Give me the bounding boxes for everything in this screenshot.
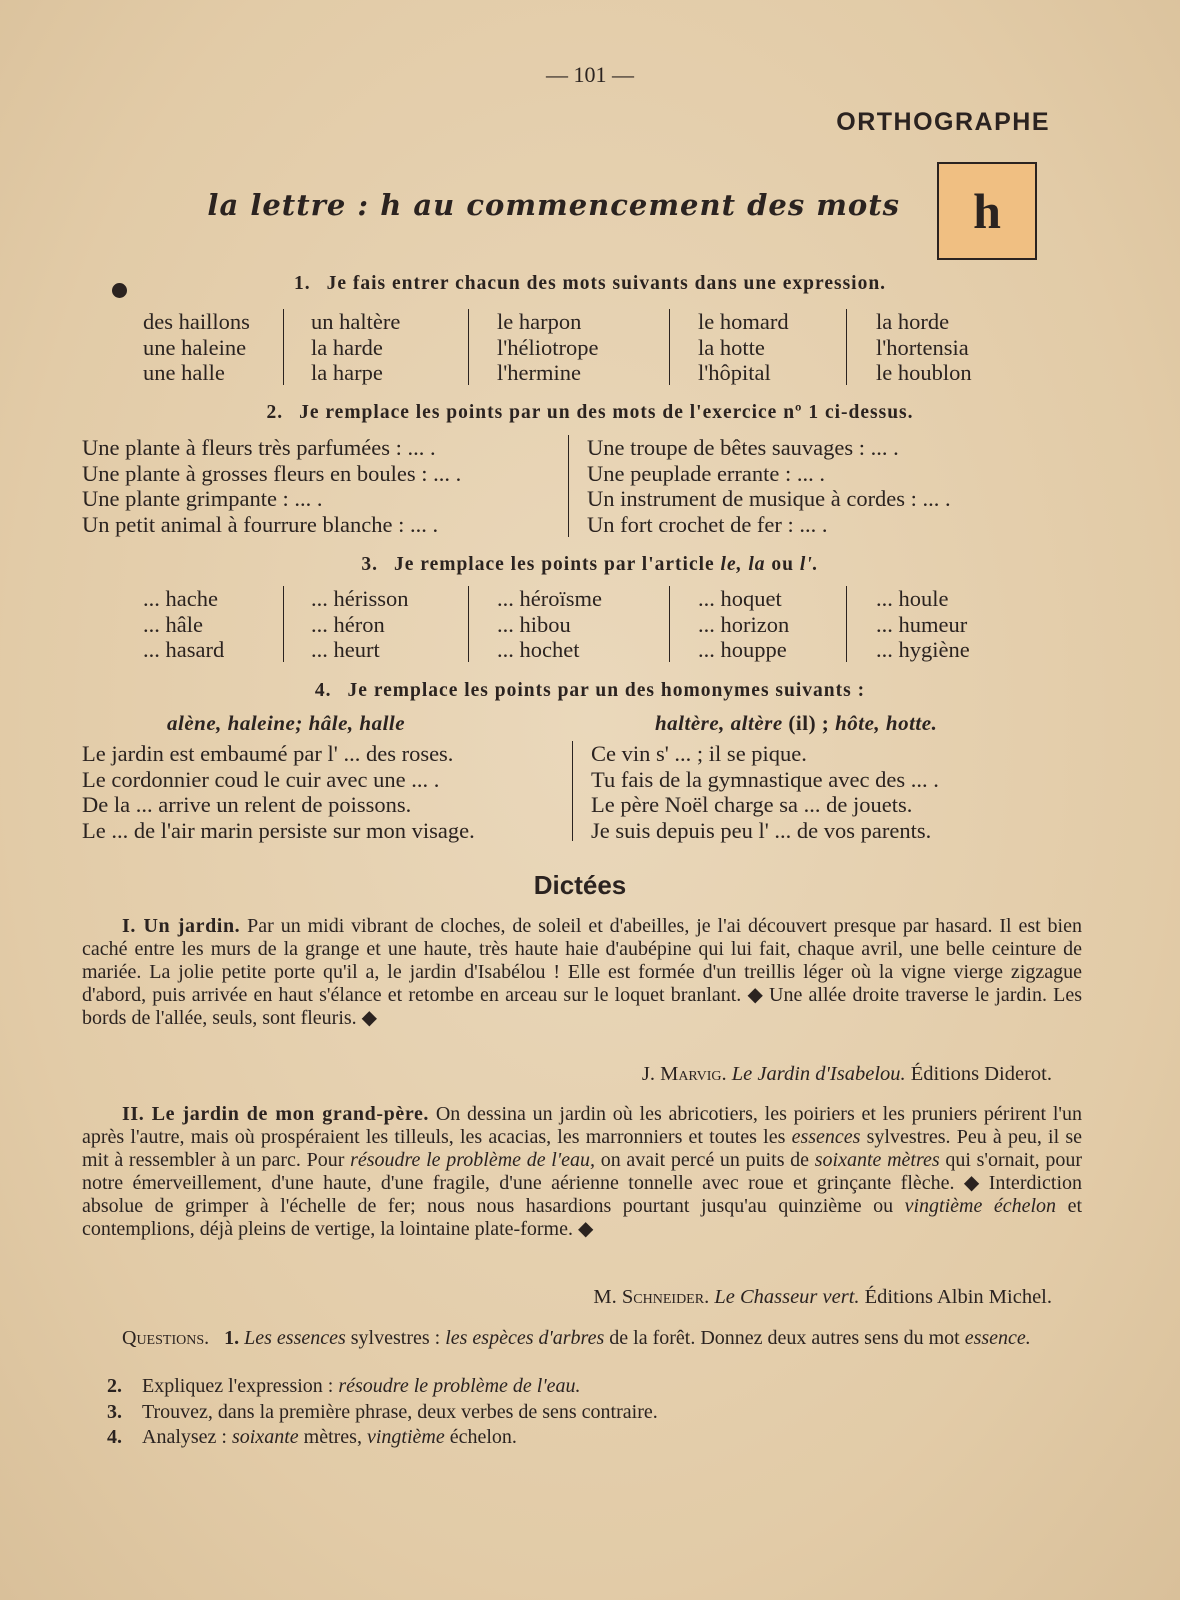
word: la horde bbox=[876, 309, 950, 334]
word: un haltère bbox=[311, 309, 401, 334]
dictee-text: Par un midi vibrant de cloches, de soleil et d'abeilles, je l'ai découvert presque par hasard. Il est bien caché entre les murs de la grange et une haute, très haute haie d'aubépine qui lui fait, chaque avril, une belle ceinture de mariée. La jolie petite porte qu'il a, le jardin d'Isabélou ! Elle est formée d'un treillis léger où la vigne vierge zigzague d'abord, puis arrivée en haut s'élance et retombe en arceau sur le loquet branlant. bbox=[82, 915, 1082, 1006]
homonyms-left: alène, haleine; hâle, halle bbox=[167, 711, 406, 735]
sentence: Une plante grimpante : ... . bbox=[82, 486, 323, 511]
sentence: Tu fais de la gymnastique avec des ... . bbox=[591, 766, 939, 792]
word: une halle bbox=[143, 360, 225, 385]
word: ... hâle bbox=[143, 611, 203, 637]
word: le harpon bbox=[497, 309, 582, 334]
column-divider bbox=[283, 309, 284, 385]
exercise-instruction: Je remplace les points par un des mots de l'exercice nº 1 ci-dessus. bbox=[299, 402, 914, 423]
exercise-instruction: Je remplace les points par un des homonymes suivants : bbox=[347, 680, 866, 701]
dictee-text: sylvestres. Peu à peu, il se mit à ressembler à un parc. Pour bbox=[82, 1126, 1083, 1171]
word: ... houle bbox=[876, 586, 949, 611]
question-italic: vingtième bbox=[366, 1426, 445, 1448]
question-text: Expliquez l'expression : bbox=[142, 1375, 334, 1397]
question-text: sylvestres : bbox=[350, 1327, 441, 1349]
question-number: 4. bbox=[107, 1426, 122, 1448]
word-column bbox=[698, 586, 846, 663]
sentence: De la ... arrive un relent de poissons. bbox=[82, 792, 412, 817]
dictee-title: II. Le jardin de mon grand-père. bbox=[122, 1103, 430, 1125]
question-text: de la forêt. Donnez deux autres sens du mot bbox=[609, 1327, 960, 1349]
homonyms-b: hôte, hotte. bbox=[835, 711, 938, 735]
exercise-2-heading bbox=[0, 402, 1180, 424]
question-italic: soixante bbox=[231, 1426, 299, 1448]
exercise-number: 3. bbox=[361, 554, 378, 575]
word: ... hérisson bbox=[311, 586, 409, 611]
word: ... hochet bbox=[497, 637, 580, 662]
word: la harpe bbox=[311, 360, 383, 385]
question-text: Analysez : bbox=[142, 1426, 227, 1448]
sentence: Un fort crochet de fer : ... . bbox=[587, 511, 828, 537]
word: ... hygiène bbox=[876, 637, 970, 662]
dictee-text: Une allée droite traverse le jardin. Les bords de l'allée, seuls, sont fleuris. bbox=[82, 984, 1083, 1029]
exercise-3-word-grid bbox=[143, 586, 1026, 663]
dictee-2-source bbox=[593, 1286, 1052, 1309]
dictee-text: Interdiction absolue de grimper à l'échelle de fer; nous nous hasardions pourtant jusqu'au quinzième ou bbox=[82, 1172, 1083, 1217]
dictee-1-source bbox=[642, 1063, 1052, 1086]
dictees-title: Dictées bbox=[533, 870, 627, 900]
dictee-1 bbox=[82, 915, 1082, 1030]
homonyms-a: haltère, altère bbox=[655, 711, 783, 735]
word-column bbox=[311, 309, 468, 386]
sentence: Un petit animal à fourrure blanche : ... . bbox=[82, 511, 439, 537]
exercise-number: 2. bbox=[266, 402, 284, 423]
question-italic: essence. bbox=[964, 1327, 1031, 1349]
sentence: Une peuplade errante : ... . bbox=[587, 460, 826, 486]
word-column bbox=[497, 586, 669, 663]
dictee-text: et contemplions, déjà pleins de vertige, la lointaine plate-forme. bbox=[82, 1195, 1083, 1240]
word: ... hasard bbox=[143, 637, 225, 662]
word: ... humeur bbox=[876, 611, 968, 637]
question-italic: résoudre le problème de l'eau. bbox=[338, 1375, 581, 1397]
section-label: ORTHOGRAPHE bbox=[836, 108, 1050, 136]
exercise-1-word-grid bbox=[143, 309, 1026, 386]
sentence: Un instrument de musique à cordes : ... . bbox=[587, 486, 951, 511]
author: J. Marvig. bbox=[641, 1063, 727, 1085]
dictee-text: qui s'ornait, pour notre émerveillement, d'une haute, d'une fragile, d'une aérienne tonnelle avec roue et grinçante flèche. bbox=[82, 1149, 1082, 1194]
dictee-text: On dessina un jardin où les abricotiers, les poiriers et les pruniers périrent l'un après l'autre, mais où prospéraient les tilleuls, les acacias, les marronniers et toutes les bbox=[82, 1103, 1083, 1148]
word: ... héroïsme bbox=[497, 586, 602, 611]
column-divider bbox=[283, 586, 284, 662]
word: ... hache bbox=[143, 586, 218, 611]
question-number: 1. bbox=[224, 1327, 240, 1349]
homonyms-il: (il) ; bbox=[788, 711, 830, 735]
diamond-icon: ◆ bbox=[577, 1218, 594, 1240]
dictee-italic: vingtième échelon bbox=[904, 1195, 1057, 1217]
article-le: le, bbox=[720, 554, 743, 575]
diamond-icon: ◆ bbox=[963, 1172, 980, 1194]
dictee-italic: résoudre le problème de l'eau, bbox=[350, 1149, 595, 1171]
sentence: Le père Noël charge sa ... de jouets. bbox=[591, 792, 913, 817]
question-italic: les espèces d'arbres bbox=[445, 1327, 605, 1349]
question-text: mètres, bbox=[303, 1426, 362, 1448]
sentence: Une plante à grosses fleurs en boules : ... . bbox=[82, 460, 462, 486]
exercise-4-heading bbox=[0, 680, 1180, 702]
column-divider bbox=[669, 309, 670, 385]
word: l'hermine bbox=[497, 360, 582, 385]
diamond-icon: ◆ bbox=[361, 1007, 378, 1029]
column-divider bbox=[468, 586, 469, 662]
question-italic: Les essences bbox=[244, 1327, 346, 1349]
word: l'hôpital bbox=[698, 360, 771, 385]
work-title: Le Chasseur vert. bbox=[714, 1286, 860, 1308]
word: ... hibou bbox=[497, 611, 571, 637]
article-la: la bbox=[748, 554, 766, 575]
word-column bbox=[143, 586, 283, 663]
column-divider bbox=[468, 309, 469, 385]
column-divider bbox=[572, 741, 573, 841]
dictee-italic: essences bbox=[791, 1126, 861, 1148]
sentence: Une plante à fleurs très parfumées : ... . bbox=[82, 435, 436, 460]
word: ... heurt bbox=[311, 637, 380, 662]
word-column bbox=[698, 309, 846, 386]
question-4 bbox=[82, 1426, 1082, 1449]
question-text: échelon. bbox=[449, 1426, 517, 1448]
word: le houblon bbox=[876, 360, 972, 385]
word: le homard bbox=[698, 309, 789, 334]
word: ... héron bbox=[311, 611, 385, 637]
exercise-instruction: Je fais entrer chacun des mots suivants dans une expression. bbox=[326, 273, 887, 294]
sentence-column-right bbox=[587, 435, 1067, 537]
exercise-1-heading bbox=[0, 273, 1180, 295]
exercise-2-sentences bbox=[82, 435, 1067, 537]
column-divider bbox=[846, 309, 847, 385]
dictee-2 bbox=[82, 1103, 1082, 1241]
word: l'hortensia bbox=[876, 334, 969, 360]
exercise-number: 1. bbox=[293, 273, 311, 294]
sentence: Une troupe de bêtes sauvages : ... . bbox=[587, 435, 899, 460]
word: des haillons bbox=[143, 309, 250, 334]
publisher: Éditions Albin Michel. bbox=[864, 1286, 1052, 1308]
word-column bbox=[143, 309, 283, 386]
word: une haleine bbox=[143, 334, 247, 360]
exercise-number: 4. bbox=[314, 680, 332, 701]
author: M. Schneider. bbox=[593, 1286, 710, 1308]
dictee-text: on avait percé un puits de bbox=[600, 1149, 810, 1171]
exercise-3-heading bbox=[0, 554, 1180, 576]
sentence-column-left bbox=[82, 435, 568, 537]
word-column bbox=[497, 309, 669, 386]
question-3 bbox=[82, 1401, 1082, 1424]
word: ... horizon bbox=[698, 611, 790, 637]
column-divider bbox=[846, 586, 847, 662]
question-number: 3. bbox=[107, 1401, 122, 1423]
article-l: l'. bbox=[799, 554, 819, 575]
exercise-4-sentences bbox=[82, 741, 1071, 843]
sentence-column-right bbox=[591, 741, 1071, 843]
column-divider bbox=[669, 586, 670, 662]
dictee-italic: soixante mètres bbox=[814, 1149, 940, 1171]
question-2 bbox=[82, 1375, 1082, 1398]
column-divider bbox=[568, 435, 569, 537]
diamond-icon: ◆ bbox=[747, 984, 763, 1006]
publisher: Éditions Diderot. bbox=[910, 1063, 1052, 1085]
conjunction: ou bbox=[771, 554, 795, 575]
question-number: 2. bbox=[107, 1375, 122, 1397]
letter-box: h bbox=[937, 162, 1037, 260]
page-number: — 101 — bbox=[546, 62, 634, 87]
questions-label: Questions. bbox=[122, 1327, 210, 1349]
word: ... houppe bbox=[698, 637, 787, 662]
word: la hotte bbox=[698, 334, 765, 360]
word-column bbox=[876, 309, 1026, 386]
dictee-title: I. Un jardin. bbox=[122, 915, 241, 937]
sentence: Le cordonnier coud le cuir avec une ... . bbox=[82, 766, 440, 792]
word: ... hoquet bbox=[698, 586, 782, 611]
sentence: Le ... de l'air marin persiste sur mon visage. bbox=[82, 817, 475, 843]
sentence: Ce vin s' ... ; il se pique. bbox=[591, 741, 807, 766]
word-column bbox=[311, 586, 468, 663]
sentence-column-left bbox=[82, 741, 572, 843]
homonyms-right bbox=[655, 711, 937, 736]
word: l'héliotrope bbox=[497, 334, 599, 360]
sentence: Je suis depuis peu l' ... de vos parents. bbox=[591, 817, 932, 843]
word-column bbox=[876, 586, 1026, 663]
word: la harde bbox=[311, 334, 383, 360]
work-title: Le Jardin d'Isabelou. bbox=[731, 1063, 906, 1085]
sentence: Le jardin est embaumé par l' ... des roses. bbox=[82, 741, 454, 766]
lesson-title: la lettre : h au commencement des mots bbox=[207, 188, 900, 222]
exercise-instruction: Je remplace les points par l'article bbox=[393, 554, 715, 575]
question-text: Trouvez, dans la première phrase, deux verbes de sens contraire. bbox=[142, 1401, 658, 1423]
question-1 bbox=[82, 1327, 1082, 1350]
